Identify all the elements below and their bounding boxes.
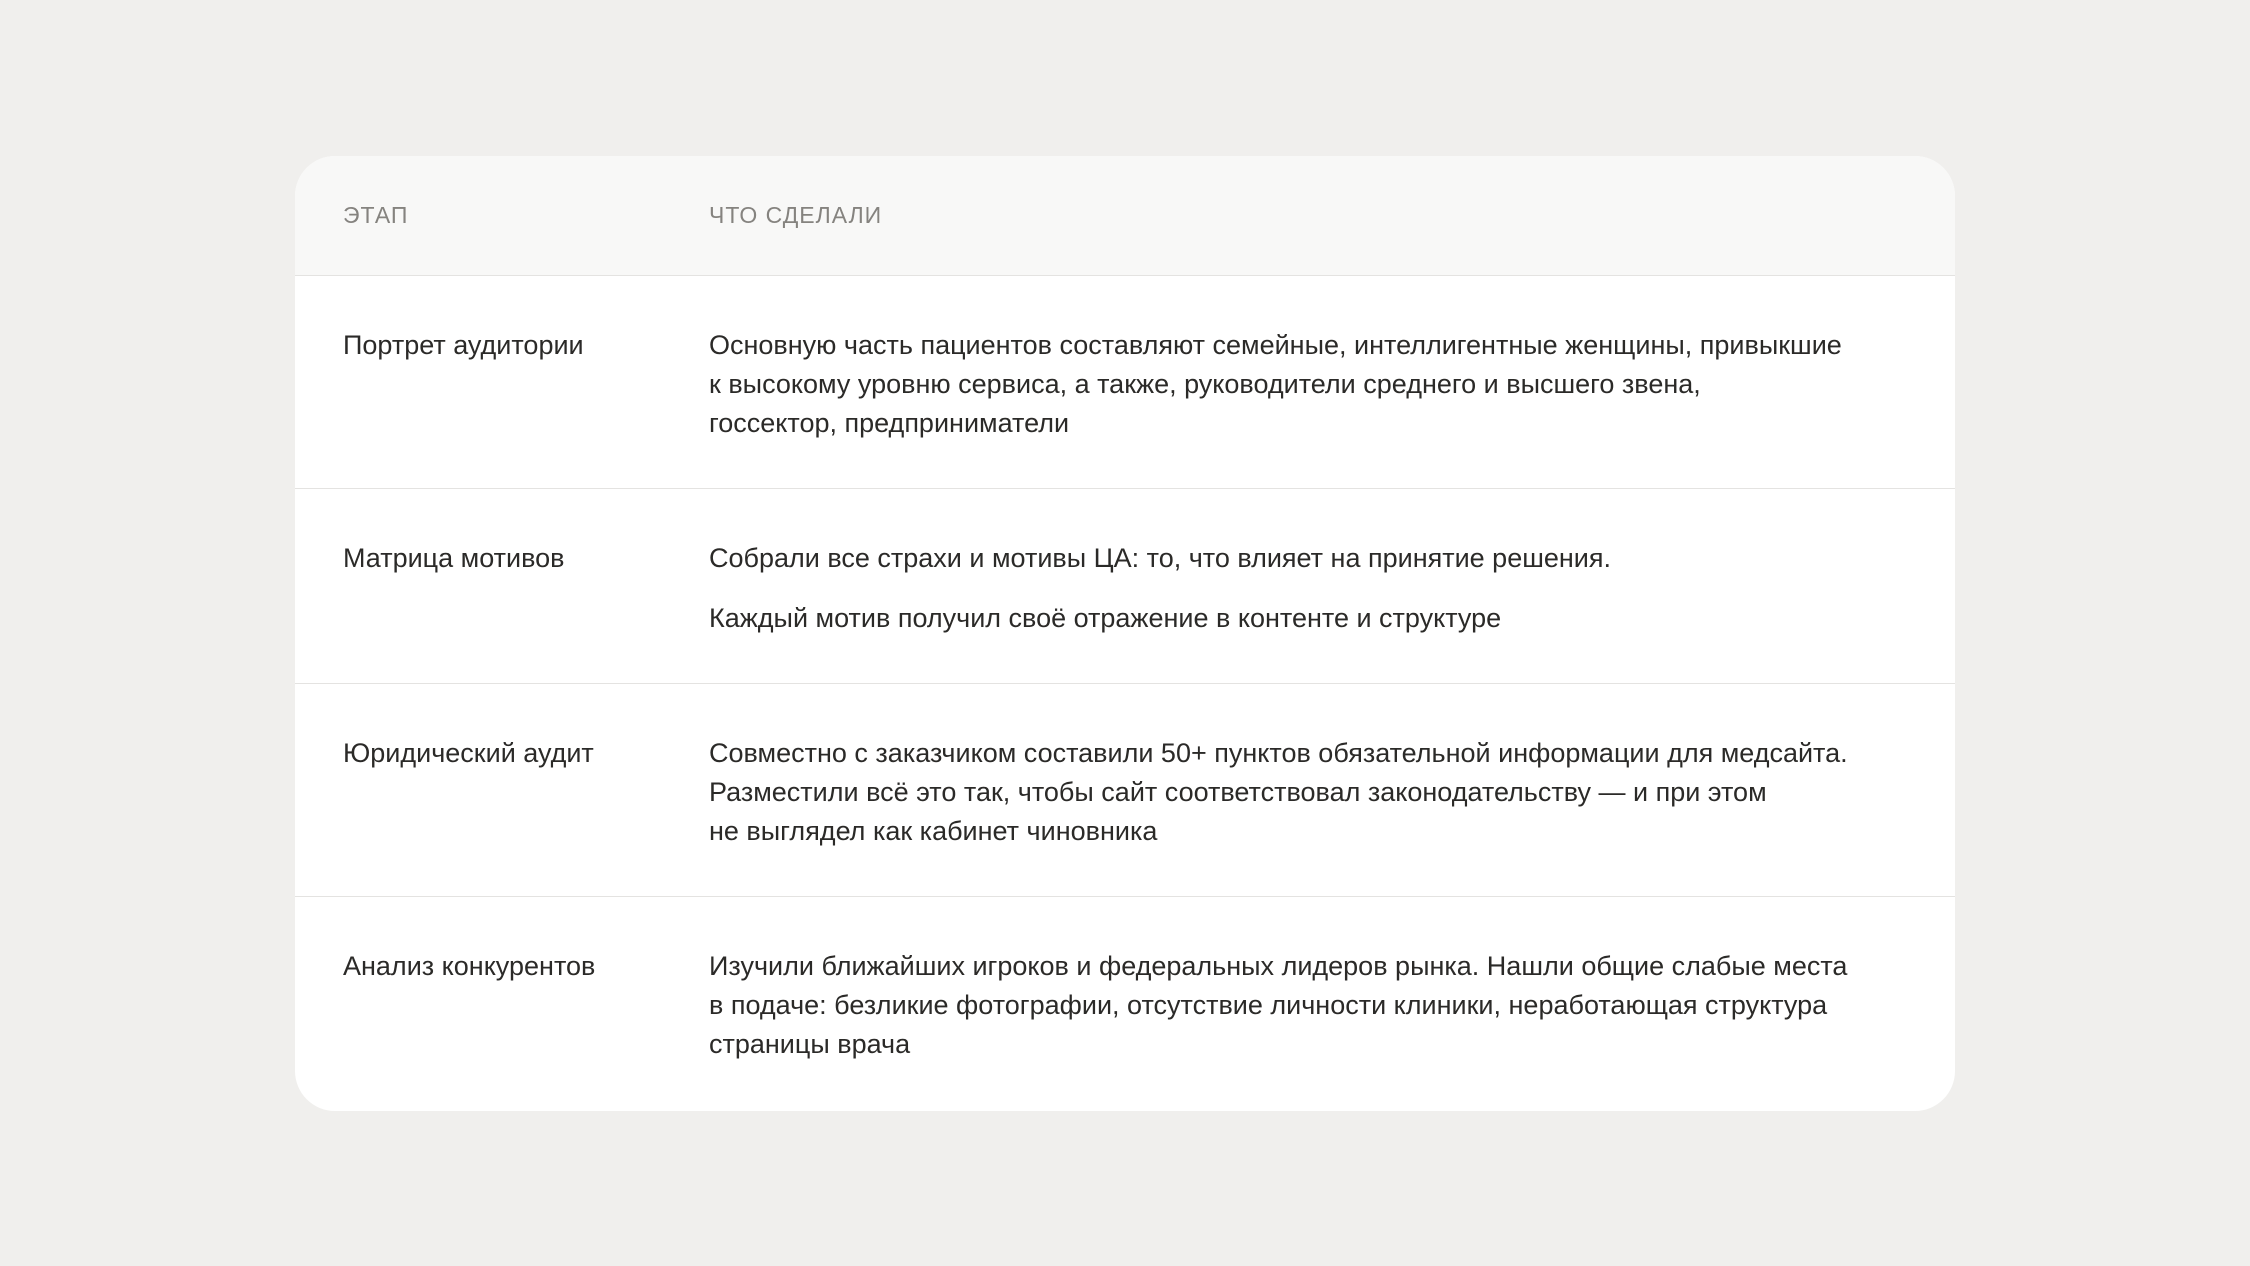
description-line: Изучили ближайших игроков и федеральных лидеров рынка. Нашли общие слабые места xyxy=(709,951,1848,981)
header-stage: ЭТАП xyxy=(343,202,409,228)
description-paragraph: Собрали все страхи и мотивы ЦА: то, что влияет на принятие решения. xyxy=(709,543,1612,573)
description-competitor-analysis xyxy=(709,947,1907,1064)
stage-competitor-analysis: Анализ конкурентов xyxy=(343,951,596,981)
description-motives-matrix xyxy=(709,539,1907,638)
table-header xyxy=(295,156,1955,276)
description-line: не выглядел как кабинет чиновника xyxy=(709,816,1158,846)
description-legal-audit xyxy=(709,734,1907,851)
description-paragraph: Каждый мотив получил своё отражение в контенте и структуре xyxy=(709,603,1502,633)
stage-motives-matrix: Матрица мотивов xyxy=(343,543,565,573)
stages-table xyxy=(295,156,1955,1111)
table-row xyxy=(295,276,1955,489)
description-line: Основную часть пациентов составляют семейные, интеллигентные женщины, привыкшие xyxy=(709,330,1842,360)
table-row xyxy=(295,684,1955,897)
stage-legal-audit: Юридический аудит xyxy=(343,738,594,768)
description-line: к высокому уровню сервиса, а также, руководители среднего и высшего звена, xyxy=(709,369,1701,399)
description-line: Разместили всё это так, чтобы сайт соответствовал законодательству — и при этом xyxy=(709,777,1767,807)
description-line: госсектор, предприниматели xyxy=(709,408,1070,438)
description-line: в подаче: безликие фотографии, отсутствие личности клиники, неработающая структура xyxy=(709,990,1828,1020)
table-row xyxy=(295,897,1955,1110)
description-line: страницы врача xyxy=(709,1029,911,1059)
table-row xyxy=(295,489,1955,684)
header-what-done: ЧТО СДЕЛАЛИ xyxy=(709,202,883,228)
stage-audience-portrait: Портрет аудитории xyxy=(343,330,584,360)
description-audience-portrait xyxy=(709,326,1907,443)
description-line: Совместно с заказчиком составили 50+ пунктов обязательной информации для медсайта. xyxy=(709,738,1848,768)
